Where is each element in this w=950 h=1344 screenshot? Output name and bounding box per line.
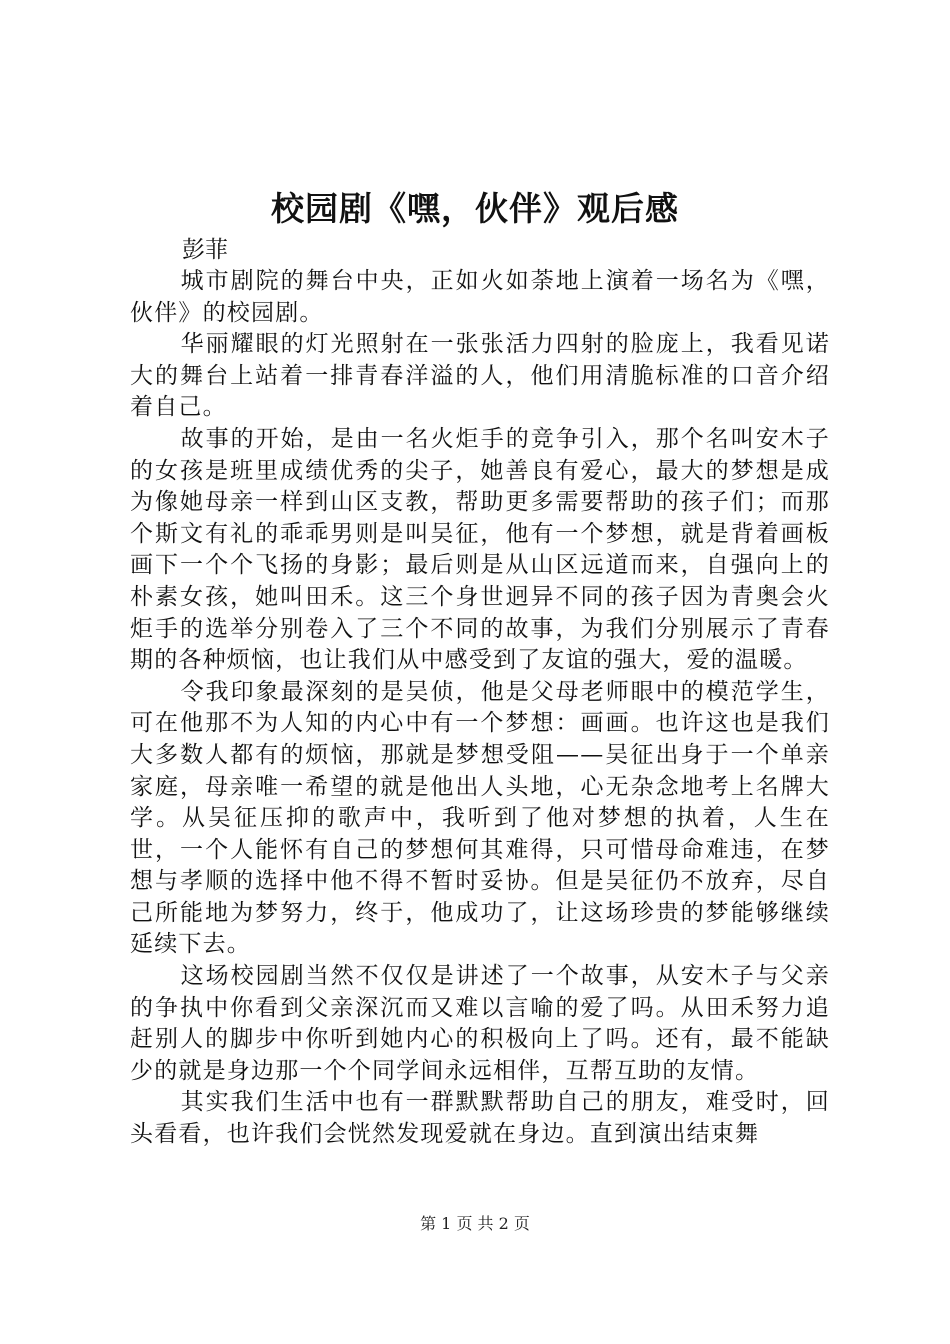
paragraph: 令我印象最深刻的是吴侦，他是父母老师眼中的模范学生，可在他那不为人知的内心中有一个梦想：画画。也许这也是我们大多数人都有的烦恼，那就是梦想受阻——吴征出身于一个单亲家庭，母亲唯一希望的就是他出人头地，心无杂念地考上名牌大学。从吴征压抑的歌声中，我听到了他对梦想的执着，人生在世，一个人能怀有自己的梦想何其难得，只可惜母命难违，在梦想与孝顺的选择中他不得不暂时妥协。但是吴征仍不放弃，尽自己所能地为梦努力，终于，他成功了，让这场珍贵的梦能够继续延续下去。 xyxy=(130,678,830,958)
paragraph: 其实我们生活中也有一群默默帮助自己的朋友，难受时，回头看看，也许我们会恍然发现爱就在身边。直到演出结束舞 xyxy=(130,1089,830,1148)
page-footer: 第 1 页 共 2 页 xyxy=(420,1214,530,1233)
author-name: 彭菲 xyxy=(182,237,228,263)
document-body xyxy=(130,266,830,1151)
document-title: 校园剧《嘿，伙伴》观后感 xyxy=(271,189,679,228)
paragraph: 这场校园剧当然不仅仅是讲述了一个故事，从安木子与父亲的争执中你看到父亲深沉而又难以言喻的爱了吗。从田禾努力追赶别人的脚步中你听到她内心的积极向上了吗。还有，最不能缺少的就是身边那一个个同学间永远相伴，互帮互助的友情。 xyxy=(130,963,830,1084)
paragraph: 故事的开始，是由一名火炬手的竞争引入，那个名叫安木子的女孩是班里成绩优秀的尖子，她善良有爱心，最大的梦想是成为像她母亲一样到山区支教，帮助更多需要帮助的孩子们；而那个斯文有礼的乖乖男则是叫吴征，他有一个梦想，就是背着画板画下一个个飞扬的身影；最后则是从山区远道而来，自强向上的朴素女孩，她叫田禾。这三个身世迥异不同的孩子因为青奥会火炬手的选举分别卷入了三个不同的故事，为我们分别展示了青春期的各种烦恼，也让我们从中感受到了友谊的强大，爱的温暖。 xyxy=(130,425,830,674)
paragraph: 城市剧院的舞台中央，正如火如荼地上演着一场名为《嘿，伙伴》的校园剧。 xyxy=(130,268,830,326)
paragraph: 华丽耀眼的灯光照射在一张张活力四射的脸庞上，我看见诺大的舞台上站着一排青春洋溢的人，他们用清脆标准的口音介绍着自己。 xyxy=(130,331,830,421)
